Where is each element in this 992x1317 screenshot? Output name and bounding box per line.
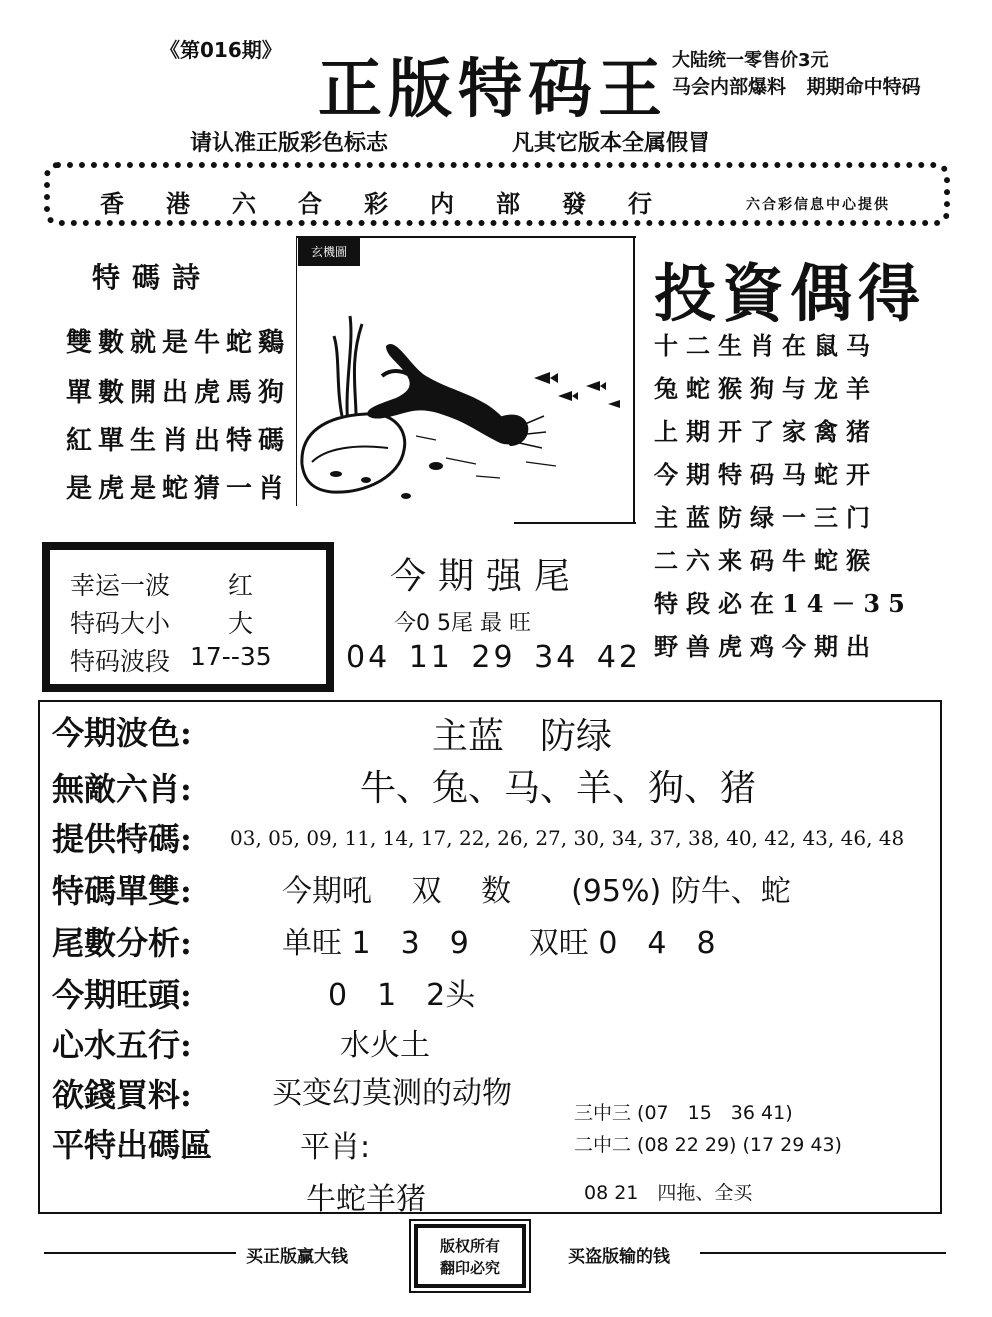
banner-main-text: 香港六合彩内部發行 xyxy=(100,189,694,218)
six-zodiac-label: 無敵六肖: xyxy=(52,770,192,808)
head-label: 今期旺頭: xyxy=(52,976,192,1014)
strong-tail-numbers: 04 11 29 34 42 xyxy=(346,640,642,675)
flat-special-label: 平特出碼區 xyxy=(52,1126,213,1164)
three-of-three: 三中三 (07 15 36 41) xyxy=(574,1102,793,1124)
color-label: 今期波色: xyxy=(52,714,192,752)
copyright-line-1: 版权所有 xyxy=(439,1237,500,1255)
six-zodiac-value: 牛、兔、马、羊、狗、猪 xyxy=(360,768,757,809)
lucky-size-value: 大 xyxy=(228,609,254,638)
right-poem-line: 今期特码马蛇开 xyxy=(654,460,878,489)
right-poem-line: 野兽虎鸡今期出 xyxy=(654,632,878,661)
right-poem-line: 兔蛇猴狗与龙羊 xyxy=(654,374,878,403)
right-poem-line: 十二生肖在鼠马 xyxy=(654,331,878,360)
two-of-two: 二中二 (08 22 29) (17 29 43) xyxy=(574,1134,842,1156)
riddle-label: 欲錢買料: xyxy=(52,1076,192,1114)
insider-note: 马会内部爆料 期期命中特码 xyxy=(672,76,921,98)
fake-warning: 凡其它版本全属假冒 xyxy=(512,131,711,156)
lucky-size-label: 特码大小 xyxy=(70,609,171,638)
codes-value: 03, 05, 09, 11, 14, 17, 22, 26, 27, 30, 34, 37, 38, 40, 42, 43, 46, 48 xyxy=(230,826,905,850)
lucky-range-value: 17--35 xyxy=(190,642,272,671)
tail-analysis-value: 单旺 1 3 9 双旺 0 4 8 xyxy=(282,926,716,961)
footer-rule-left xyxy=(44,1252,236,1254)
poem-line: 雙數就是牛蛇鷄 xyxy=(66,328,291,358)
parity-label: 特碼單雙: xyxy=(52,872,192,910)
lucky-wave-value: 红 xyxy=(228,571,254,600)
riddle-value: 买变幻莫测的动物 xyxy=(272,1076,512,1111)
banner-side-text: 六合彩信息中心提供 xyxy=(746,197,890,213)
page-title: 正版特码王 xyxy=(318,52,668,127)
right-poem-line: 上期开了家禽猪 xyxy=(654,417,878,446)
footer-rule-right xyxy=(700,1252,946,1254)
price-note: 大陆统一零售价3元 xyxy=(672,50,829,71)
flat-zodiac-value: 牛蛇羊猪 xyxy=(306,1182,426,1217)
lucky-wave-label: 幸运一波 xyxy=(70,571,171,600)
footer-left-slogan: 买正版赢大钱 xyxy=(246,1247,348,1267)
otter-fishing-illustration xyxy=(296,236,636,524)
strong-tail-title: 今期强尾 xyxy=(390,556,583,597)
element-label: 心水五行: xyxy=(52,1026,192,1064)
authentic-note: 请认准正版彩色标志 xyxy=(190,131,389,156)
poem-line: 是虎是蛇猜一肖 xyxy=(66,474,291,504)
issue-number: 《第016期》 xyxy=(160,38,282,62)
tail-analysis-label: 尾數分析: xyxy=(52,924,192,962)
head-value: 0 1 2头 xyxy=(328,978,476,1013)
footer-right-slogan: 买盗版输的钱 xyxy=(568,1247,670,1267)
copyright-line-2: 翻印必究 xyxy=(439,1259,500,1277)
element-value: 水火土 xyxy=(340,1028,430,1063)
poem-line: 單數開出虎馬狗 xyxy=(66,378,291,408)
right-poem-title: 投資偶得 xyxy=(654,257,927,330)
poem-line: 紅單生肖出特碼 xyxy=(66,426,291,456)
lucky-range-label: 特码波段 xyxy=(70,647,171,676)
four-drag: 08 21 四拖、全买 xyxy=(584,1182,753,1204)
illustration-stamp: 玄機圖 xyxy=(298,238,360,266)
right-poem-line: 特段必在14－35 xyxy=(654,589,913,618)
right-poem-line: 主蓝防绿一三门 xyxy=(654,503,878,532)
flat-zodiac-label: 平肖: xyxy=(300,1130,371,1165)
copyright-box xyxy=(414,1224,526,1288)
parity-value: 今期吼 双 数 (95%) 防牛、蛇 xyxy=(282,874,791,909)
codes-label: 提供特碼: xyxy=(52,820,192,858)
color-value: 主蓝 防绿 xyxy=(432,716,613,757)
strong-tail-subtitle: 今0 5尾 最 旺 xyxy=(394,611,531,636)
poem-title: 特碼詩 xyxy=(92,261,213,294)
right-poem-line: 二六来码牛蛇猴 xyxy=(654,546,878,575)
